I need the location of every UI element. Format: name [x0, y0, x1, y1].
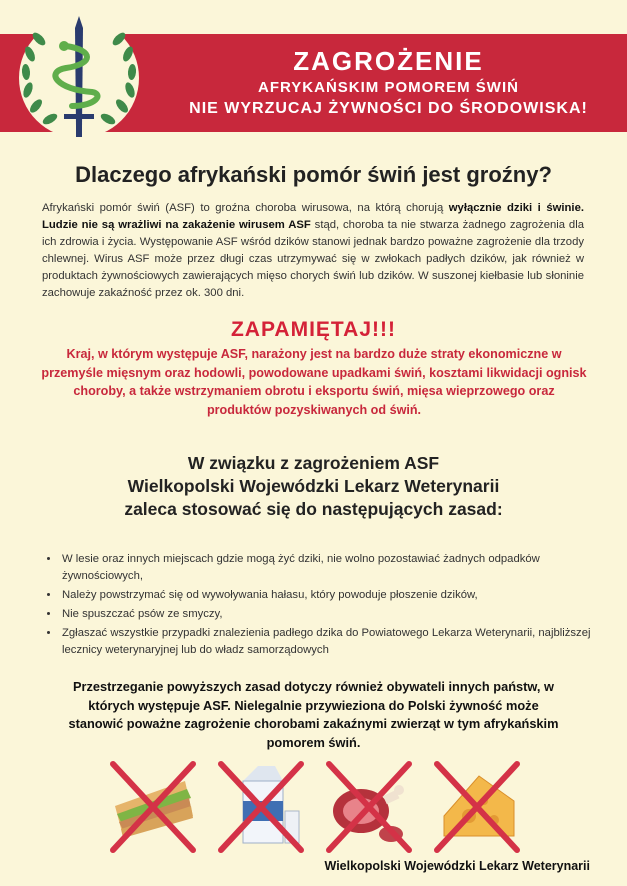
advice-block — [0, 452, 627, 521]
list-item: • Należy powstrzymać się od wywoływania hałasu, który powoduje płoszenie dzików, — [60, 587, 620, 604]
intro-paragraph — [42, 200, 584, 302]
intro-text-2: stąd, choroba ta nie stwarza żadnego zagrożenia dla ich zdrowia i życia. Występowanie ASF wśród dzików stanowi jednak bardzo poważne zagrożenie dla trzody chlewnej. Wirus ASF może przez długi czas utrzymywać się w zwłokach padłych dzików, jak również w produktach żywnościowych zawierających mięso chorych świń lub dzików. W suszonej kiełbasie lub słoninie zachowuje zakaźność przez ok. 300 dni. — [42, 219, 584, 299]
ham-crossed-icon — [321, 756, 416, 856]
signature: Wielkopolski Wojewódzki Lekarz Weterynarii — [324, 859, 590, 873]
intro-text-1: Afrykański pomór świń (ASF) to groźna choroba wirusowa, na którą chorują — [42, 202, 449, 214]
banner-title: ZAGROŻENIE — [293, 46, 484, 76]
advice-line-1: W związku z zagrożeniem ASF — [187, 453, 440, 473]
banner-subtitle: AFRYKAŃSKIM POMOREM ŚWIŃ — [258, 79, 519, 96]
advice-line-3: zaleca stosować się do następujących zasad: — [124, 499, 503, 519]
sandwich-crossed-icon — [105, 756, 200, 856]
cheese-crossed-icon — [429, 756, 524, 856]
closing-paragraph: Przestrzeganie powyższych zasad dotyczy również obywateli innych państw, w których występuje ASF. Nielegalnie przywieziona do Polski żywność może stanowić poważne zagrożenie chorobami zakaźnymi zwierząt w tym afrykańskim pomorem świń. — [68, 679, 559, 750]
advice-line-2: Wielkopolski Wojewódzki Lekarz Weterynarii — [127, 476, 500, 496]
banner-warning: NIE WYRZUCAJ ŻYWNOŚCI DO ŚRODOWISKA! — [189, 100, 588, 117]
remember-heading: ZAPAMIĘTAJ!!! — [230, 318, 397, 341]
rules-list — [40, 551, 620, 661]
main-heading: Dlaczego afrykański pomór świń jest groźny? — [75, 162, 552, 187]
milk-carton-crossed-icon — [213, 756, 308, 856]
banner-text — [150, 40, 627, 132]
prohibited-food-images — [105, 756, 525, 856]
list-item: • Nie spuszczać psów ze smyczy, — [60, 606, 620, 623]
veterinary-emblem-icon — [14, 6, 144, 156]
remember-text: Kraj, w którym występuje ASF, narażony jest na bardzo duże straty ekonomiczne w przemyśle mięsnym oraz hodowli, powodowane upadkami świń, kosztami likwidacji ognisk choroby, a także wstrzymaniem obrotu i eksportu świń, mięsa wieprzowego oraz produktów pozyskiwanych od świń. — [41, 347, 587, 417]
intro-bold: wyłącznie dziki i świnie. Ludzie nie są wrażliwi na zakażenie wirusem ASF — [42, 202, 584, 231]
list-item: • W lesie oraz innych miejscach gdzie mogą żyć dziki, nie wolno pozostawiać żadnych odpadków żywnościowych, — [60, 551, 620, 585]
list-item: • Zgłaszać wszystkie przypadki znalezienia padłego dzika do Powiatowego Lekarza Weterynarii, najbliższej lecznicy weterynaryjnej lub do władz samorządowych — [60, 625, 620, 659]
